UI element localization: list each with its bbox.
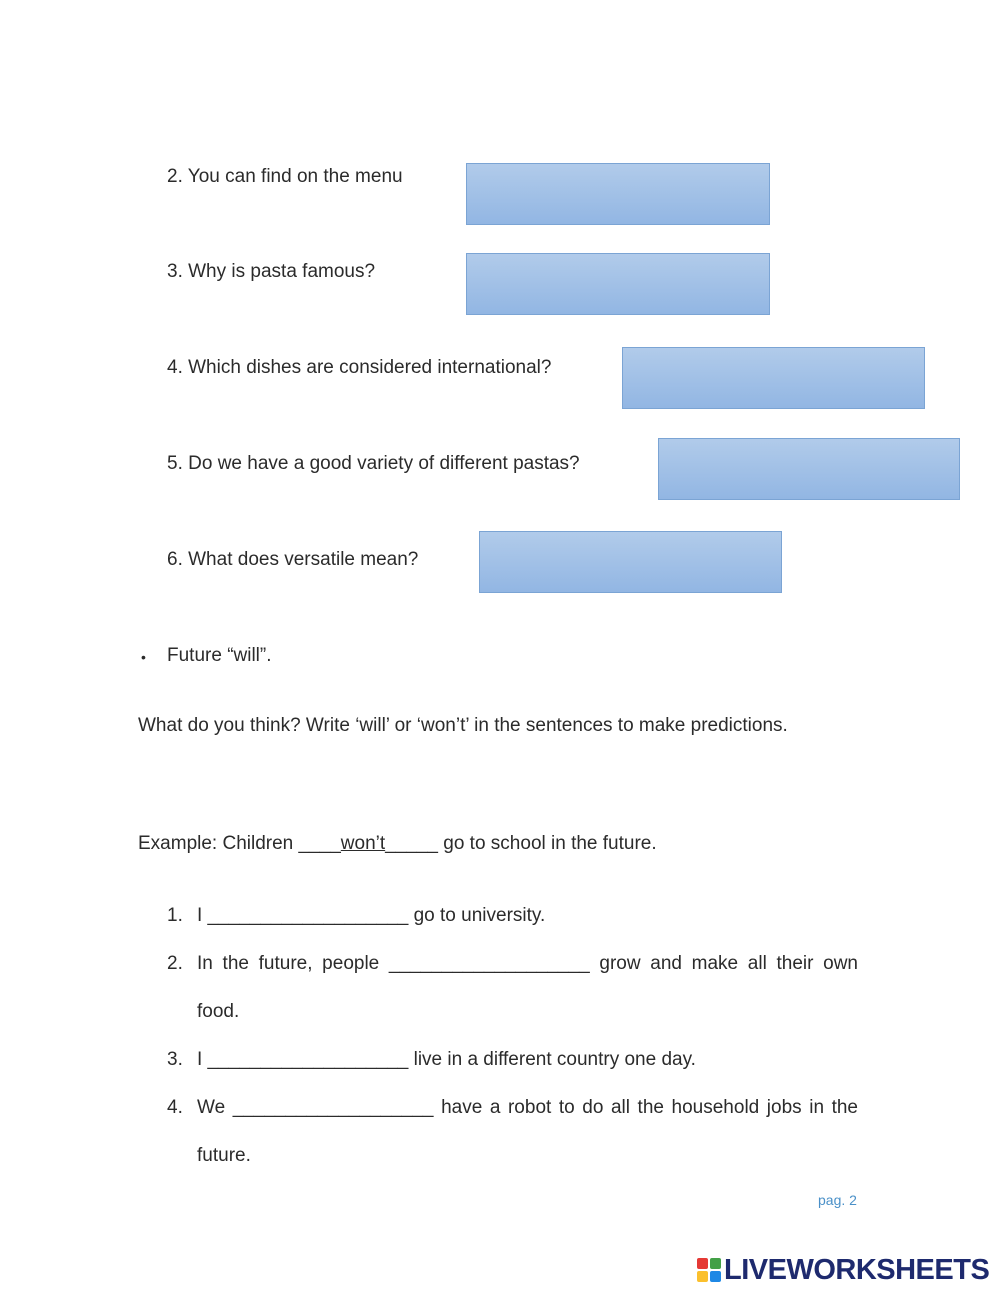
item-text: I ___________________ go to university. bbox=[197, 905, 546, 926]
example-prefix: Example: Children ____ bbox=[138, 833, 341, 854]
brand-name: LIVEWORKSHEETS bbox=[724, 1253, 990, 1286]
logo-block-red bbox=[697, 1258, 708, 1269]
answer-box-6[interactable] bbox=[479, 531, 782, 593]
item-number: 1. bbox=[167, 905, 183, 926]
item-text: In the future, people ___________________ grow and make all their own food. bbox=[197, 953, 858, 1022]
section-title: Future “will”. bbox=[167, 645, 272, 666]
question-2: 2. You can find on the menu bbox=[167, 166, 403, 187]
answer-box-2[interactable] bbox=[466, 163, 770, 225]
item-text: I ___________________ live in a different country one day. bbox=[197, 1049, 696, 1070]
instruction-text: What do you think? Write ‘will’ or ‘won’t’ in the sentences to make predictions. bbox=[138, 715, 788, 736]
logo-block-green bbox=[710, 1258, 721, 1269]
item-number: 4. bbox=[167, 1097, 183, 1118]
page-number: pag. 2 bbox=[818, 1192, 857, 1208]
question-3: 3. Why is pasta famous? bbox=[167, 261, 376, 282]
answer-box-4[interactable] bbox=[622, 347, 925, 409]
question-6: 6. What does versatile mean? bbox=[167, 549, 419, 570]
example-sentence bbox=[138, 832, 657, 856]
answer-box-5[interactable] bbox=[658, 438, 960, 500]
item-number: 2. bbox=[167, 953, 183, 974]
question-5: 5. Do we have a good variety of different pastas? bbox=[167, 453, 580, 474]
logo-block-yellow bbox=[697, 1271, 708, 1282]
item-text: We ___________________ have a robot to do all the household jobs in the future. bbox=[197, 1097, 858, 1166]
example-suffix: _____ go to school in the future. bbox=[385, 833, 657, 854]
bullet-point: • bbox=[141, 649, 146, 665]
example-answer: won’t bbox=[340, 833, 386, 854]
question-4: 4. Which dishes are considered international? bbox=[167, 357, 552, 378]
item-number: 3. bbox=[167, 1049, 183, 1070]
answer-box-3[interactable] bbox=[466, 253, 770, 315]
logo-blocks-icon bbox=[697, 1258, 721, 1282]
logo-block-blue bbox=[710, 1271, 721, 1282]
liveworksheets-logo bbox=[697, 1253, 989, 1287]
